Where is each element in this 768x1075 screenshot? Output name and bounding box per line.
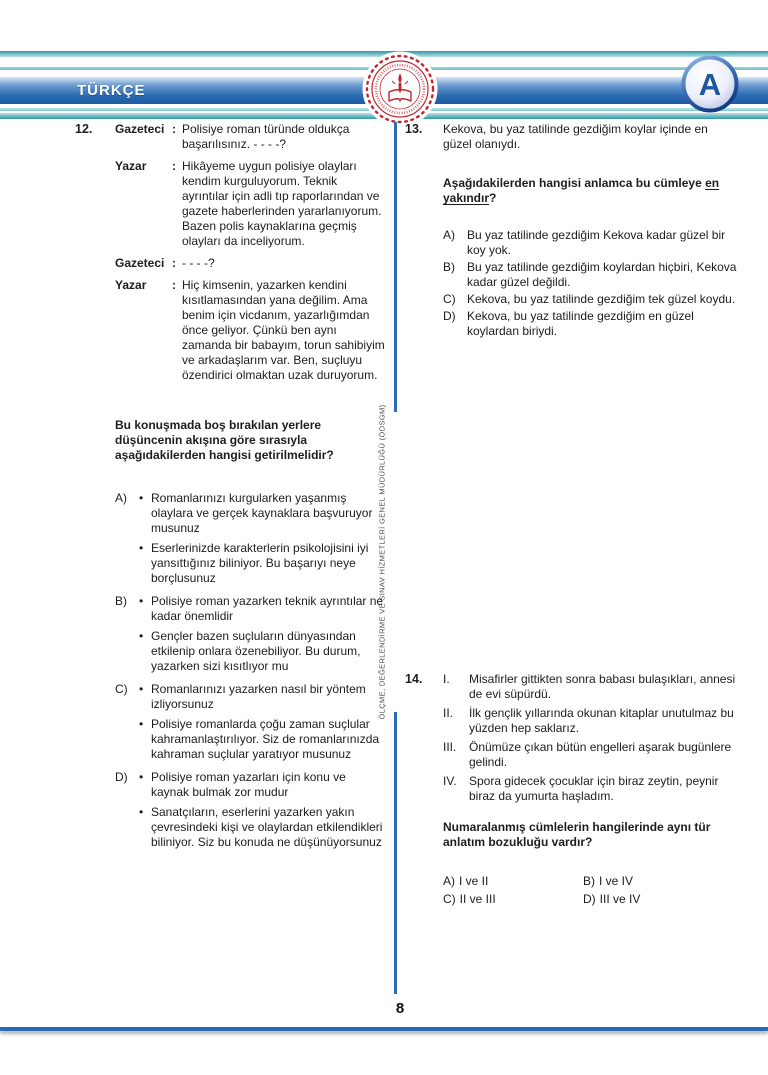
speaker-label: Gazeteci	[115, 256, 165, 270]
underlined-phrase: en yakındır	[443, 176, 720, 205]
speaker-colon: :	[172, 256, 176, 270]
option-label: D)	[443, 309, 456, 323]
option-d	[443, 309, 739, 339]
question-12-stem: Bu konuşmada boş bırakılan yerlere düşüncenin akışına göre sırasıyla aşağıdakilerden hangisi getirilmelidir?	[115, 418, 334, 462]
option-d	[115, 770, 387, 850]
option-b	[583, 874, 739, 889]
dialogue-row	[115, 159, 387, 249]
odsgm-sidebar-text: ÖLÇME, DEĞERLENDİRME VE SINAV HİZMETLERİ GENEL MÜDÜRLÜĞÜ (ÖDSGM)	[377, 404, 387, 720]
speaker-label: Gazeteci	[115, 122, 165, 136]
option-c	[443, 292, 739, 307]
option-bullet: • Polisiye roman yazarken teknik ayrıntılar ne kadar önemlidir	[137, 594, 387, 624]
numbered-sentence	[443, 672, 739, 702]
question-13-stem: Aşağıdakilerden hangisi anlamca bu cümleye en yakındır?	[443, 176, 720, 205]
item-numeral: II.	[443, 706, 454, 720]
option-bullet: • Gençler bazen suçluların dünyasından etkilenip onlara özenebiliyor. Bu durum, yazarken sizi kısıtlıyor mu	[137, 629, 387, 674]
speaker-label: Yazar	[115, 159, 147, 173]
option-a	[443, 874, 583, 889]
numbered-sentence	[443, 774, 739, 804]
option-text: II ve III	[459, 892, 496, 906]
footer-rule	[0, 1027, 768, 1031]
option-bullet: • Polisiye romanlarda çoğu zaman suçlular kahramanlaştırılıyor. Siz de romanlarınızda kahraman suçlular yaratıyor musunuz	[137, 717, 387, 762]
question-14-number: 14.	[405, 672, 423, 686]
item-text: İlk gençlik yıllarında okunan kitaplar unutulmaz bu yüzden hep saklarız.	[469, 706, 734, 735]
column-divider-bottom	[394, 712, 397, 994]
option-b	[443, 260, 739, 290]
question-12	[75, 122, 387, 858]
option-label: B)	[583, 874, 595, 888]
item-text: Spora gidecek çocuklar için biraz zeytin, peynir biraz da yumurta haşladım.	[469, 774, 719, 803]
booklet-letter: A	[698, 67, 722, 102]
dialogue-row	[115, 256, 387, 271]
item-numeral: III.	[443, 740, 457, 754]
option-label: D)	[115, 770, 128, 784]
speaker-colon: :	[172, 278, 176, 292]
option-bullet: • Romanlarınızı yazarken nasıl bir yöntem izliyorsunuz	[137, 682, 387, 712]
option-label: A)	[443, 228, 455, 242]
option-bullet: • Romanlarınızı kurgularken yaşanmış olaylara ve gerçek kaynaklara başvuruyor musunuz	[137, 491, 387, 536]
option-label: B)	[443, 260, 455, 274]
dialogue-row	[115, 122, 387, 152]
option-bullet: • Polisiye roman yazarları için konu ve kaynak bulmak zor mudur	[137, 770, 387, 800]
option-text: III ve IV	[599, 892, 641, 906]
question-13	[405, 122, 739, 341]
option-label: C)	[443, 292, 456, 306]
option-label: A)	[443, 874, 455, 888]
booklet-badge	[681, 55, 739, 113]
speech-text: Hiç kimsenin, yazarken kendini kısıtlamasından yana değilim. Ama benim için vicdanım, yazarlığımdan önce geliyor. Çünkü ben aynı zamanda bir babayım, torun sahibiyim ve arkadaşlarım var. Ben, suçluyu özendirici olmaktan uzak duruyorum.	[182, 278, 385, 382]
option-label: A)	[115, 491, 127, 505]
option-text: Bu yaz tatilinde gezdiğim koylardan hiçbiri, Kekova kadar güzel değildi.	[467, 260, 737, 289]
option-label: D)	[583, 892, 596, 906]
option-label: B)	[115, 594, 127, 608]
option-c	[115, 682, 387, 762]
question-13-intro: Kekova, bu yaz tatilinde gezdiğim koylar içinde en güzel olanıydı.	[443, 122, 708, 151]
option-text: Bu yaz tatilinde gezdiğim Kekova kadar güzel bir koy yok.	[467, 228, 726, 257]
question-12-number: 12.	[75, 122, 93, 136]
speaker-label: Yazar	[115, 278, 147, 292]
option-text: Kekova, bu yaz tatilinde gezdiğim tek güzel koydu.	[467, 292, 736, 306]
meb-logo-icon	[362, 51, 438, 127]
option-text: I ve II	[459, 874, 489, 888]
numbered-sentence	[443, 706, 739, 736]
question-14	[405, 672, 739, 907]
option-bullet: • Eserlerinizde karakterlerin psikolojisini iyi yansıttığınız biliniyor. Bu başarıyı neye borçlusunuz	[137, 541, 387, 586]
item-text: Misafirler gittikten sonra babası bulaşıkları, annesi de evi süpürdü.	[469, 672, 736, 701]
option-label: C)	[115, 682, 128, 696]
question-13-options	[443, 228, 739, 339]
speech-text: Polisiye roman türünde oldukça başarılısınız. - - - -?	[182, 122, 350, 151]
page-number: 8	[395, 1000, 405, 1017]
option-b	[115, 594, 387, 674]
speech-text: Hikâyeme uygun polisiye olayları kendim kurguluyorum. Teknik ayrıntılar için adli tıp raporlarından ve gazete haberlerinden yararlanıyorum. Bazen polis kaynaklarına geçmiş olayları da inceliyorum.	[182, 159, 382, 248]
item-text: Önümüze çıkan bütün engelleri aşarak bugünlere gelindi.	[469, 740, 732, 769]
option-d	[583, 892, 739, 907]
dialogue-row	[115, 278, 387, 383]
item-numeral: IV.	[443, 774, 457, 788]
speech-text: - - - -?	[182, 256, 215, 270]
option-c	[443, 892, 583, 907]
option-a	[115, 491, 387, 586]
speaker-colon: :	[172, 159, 176, 173]
item-numeral: I.	[443, 672, 450, 686]
question-12-options	[115, 491, 387, 850]
option-text: I ve IV	[599, 874, 634, 888]
option-text: Kekova, bu yaz tatilinde gezdiğim en güzel koylardan biriydi.	[467, 309, 694, 338]
option-bullet: • Sanatçıların, eserlerini yazarken yakın çevresindeki kişi ve olaylardan etkilendikleri biliniyor. Siz bu konuda ne düşünüyorsunuz	[137, 805, 387, 850]
question-14-options	[443, 874, 739, 907]
question-13-number: 13.	[405, 122, 423, 136]
option-label: C)	[443, 892, 456, 906]
column-divider-top	[394, 122, 397, 412]
numbered-sentence	[443, 740, 739, 770]
speaker-colon: :	[172, 122, 176, 136]
option-a	[443, 228, 739, 258]
question-14-stem: Numaralanmış cümlelerin hangilerinde aynı tür anlatım bozukluğu vardır?	[443, 820, 711, 849]
subject-title: TÜRKÇE	[77, 82, 146, 99]
